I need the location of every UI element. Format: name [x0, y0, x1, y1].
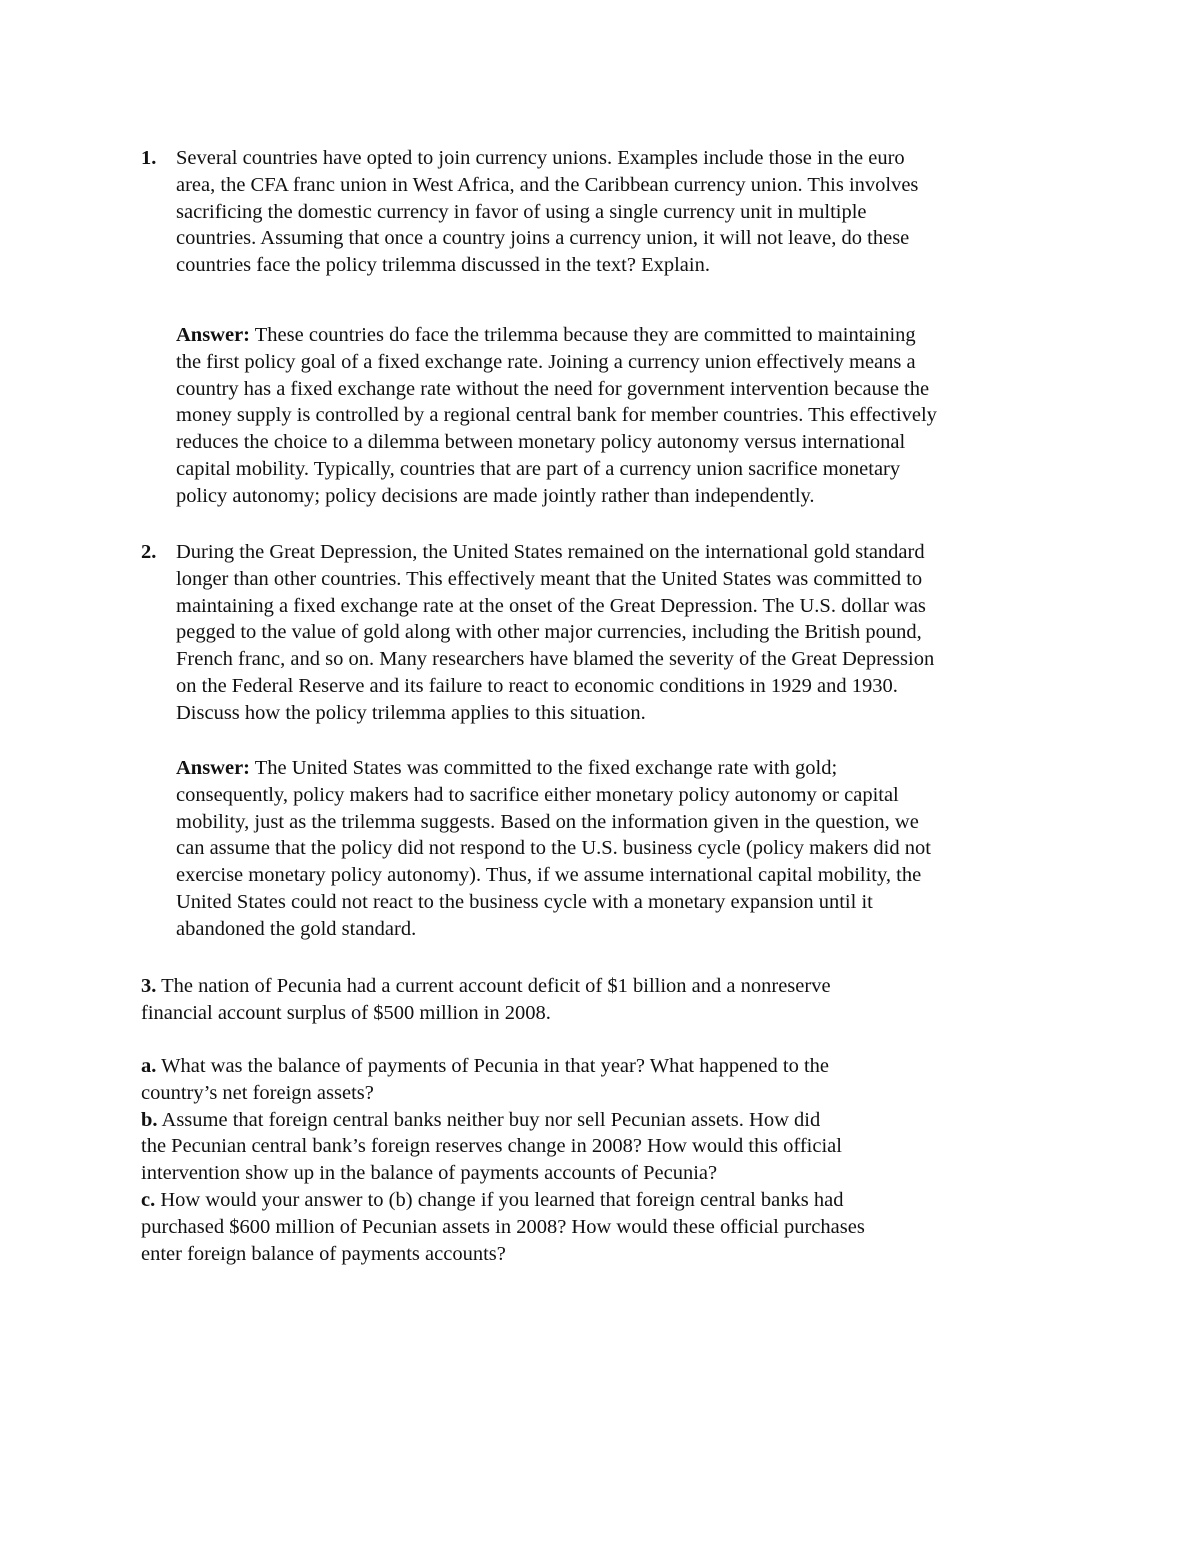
text-line: longer than other countries. This effectively meant that the United States was committed to [176, 567, 923, 590]
question-1 [141, 145, 1071, 279]
part-label: b. [141, 1108, 158, 1131]
question-text [176, 539, 1071, 727]
answer-label: Answer: [176, 757, 251, 779]
text-line: pegged to the value of gold along with other major currencies, including the British pound, [176, 621, 922, 644]
text-line: money supply is controlled by a regional central bank for member countries. This effectively [176, 404, 937, 427]
part-b [141, 1107, 1041, 1134]
text-line: Several countries have opted to join currency unions. Examples include those in the euro [176, 147, 905, 169]
text-line: exercise monetary policy autonomy). Thus, if we assume international capital mobility, the [176, 864, 922, 887]
text-line: mobility, just as the trilemma suggests. Based on the information given in the question, we [176, 810, 919, 833]
text-line: During the Great Depression, the United States remained on the international gold standard [176, 541, 925, 563]
question-text [176, 145, 1071, 279]
text-line: countries. Assuming that once a country joins a currency union, it will not leave, do these [176, 227, 910, 250]
text-line: country has a fixed exchange rate without the need for government intervention because the [176, 377, 930, 400]
answer-1 [176, 322, 1076, 510]
answer-2 [176, 755, 1076, 943]
text-line: policy autonomy; policy decisions are made jointly rather than independently. [176, 484, 815, 507]
question-3 [141, 973, 1041, 1027]
part-text: How would your answer to (b) change if you learned that foreign central banks had [155, 1188, 844, 1211]
text-line: can assume that the policy did not respond to the U.S. business cycle (policy makers did not [176, 837, 931, 860]
answer-label: Answer: [176, 324, 251, 346]
part-text: What was the balance of payments of Pecunia in that year? What happened to the [156, 1055, 830, 1077]
text-line: intervention show up in the balance of payments accounts of Pecunia? [141, 1162, 718, 1185]
question-3-parts [141, 1053, 1041, 1267]
text-line: abandoned the gold standard. [176, 917, 417, 940]
text-line: reduces the choice to a dilemma between monetary policy autonomy versus international [176, 431, 906, 454]
text-line: sacrificing the domestic currency in favor of using a single currency unit in multiple [176, 200, 867, 223]
text-line [141, 973, 1041, 1000]
text-line: area, the CFA franc union in West Africa, and the Caribbean currency union. This involves [176, 173, 919, 196]
text-line: capital mobility. Typically, countries that are part of a currency union sacrifice monetary [176, 457, 901, 480]
text-line: Discuss how the policy trilemma applies to this situation. [176, 701, 646, 724]
text-line: purchased $600 million of Pecunian assets in 2008? How would these official purchases [141, 1215, 865, 1238]
text-line [176, 755, 1076, 782]
question-number: 2. [141, 541, 157, 563]
question-number: 1. [141, 147, 157, 169]
text-line: financial account surplus of $500 million in 2008. [141, 1001, 551, 1024]
text-line: French franc, and so on. Many researchers have blamed the severity of the Great Depression [176, 648, 935, 671]
text-line: United States could not react to the business cycle with a monetary expansion until it [176, 890, 873, 913]
text-line: on the Federal Reserve and its failure to react to economic conditions in 1929 and 1930. [176, 674, 898, 697]
text-line: countries face the policy trilemma discussed in the text? Explain. [176, 254, 710, 277]
text-line [176, 322, 1076, 349]
part-label: a. [141, 1055, 157, 1077]
part-c [141, 1187, 1041, 1214]
question-number: 3. [141, 975, 157, 997]
text-line: maintaining a fixed exchange rate at the onset of the Great Depression. The U.S. dollar was [176, 594, 926, 617]
text-line: the first policy goal of a fixed exchange rate. Joining a currency union effectively means a [176, 350, 916, 373]
part-label: c. [141, 1188, 156, 1211]
question-2 [141, 539, 1071, 727]
text-line: the Pecunian central bank’s foreign reserves change in 2008? How would this official [141, 1135, 842, 1158]
answer-text: These countries do face the trilemma because they are committed to maintaining [250, 324, 916, 346]
text-line: country’s net foreign assets? [141, 1081, 374, 1104]
part-a [141, 1053, 1041, 1080]
answer-text: The United States was committed to the fixed exchange rate with gold; [250, 757, 838, 779]
text-line: consequently, policy makers had to sacrifice either monetary policy autonomy or capital [176, 783, 899, 806]
question-text: The nation of Pecunia had a current account deficit of $1 billion and a nonreserve [156, 975, 831, 997]
text-line: enter foreign balance of payments accounts? [141, 1242, 506, 1265]
part-text: Assume that foreign central banks neither buy nor sell Pecunian assets. How did [157, 1108, 821, 1131]
